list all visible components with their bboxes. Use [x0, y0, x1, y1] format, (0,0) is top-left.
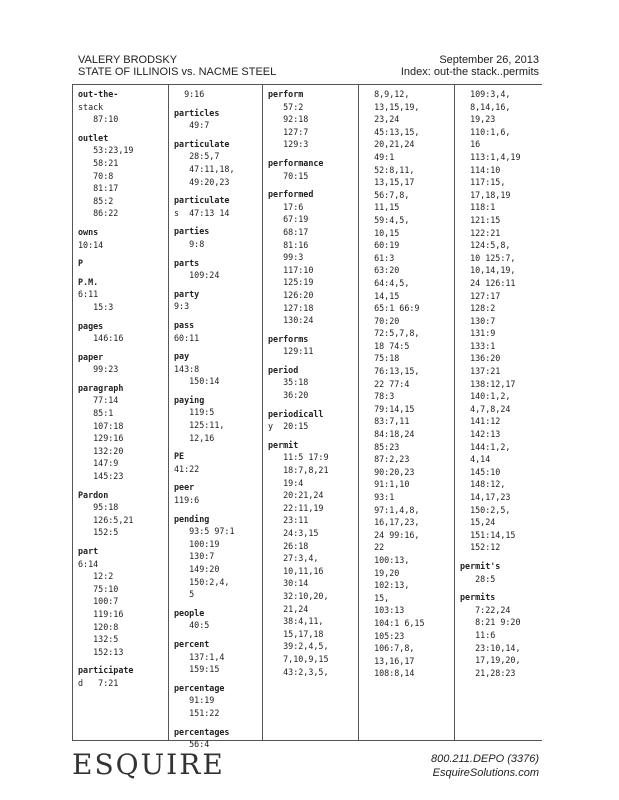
index-entry — [174, 638, 262, 676]
index-term: periodicall — [268, 408, 324, 419]
index-refs: 93:5 97:1 100:19 130:7 149:20 150:2,4, 5 — [189, 526, 235, 600]
index-entry — [78, 664, 166, 689]
index-term: paragraph — [78, 382, 124, 393]
index-term: particulate — [174, 195, 230, 206]
col-divider-2 — [262, 84, 263, 740]
index-term: participate — [78, 665, 134, 676]
index-entry — [268, 157, 356, 182]
index-refs: 8,9,12, 13,15,19, 23,24 45:13,15, 20,21,24 49:1 52:8,11, 13,15,17 56:7,8, 11,15 59:4,5, 10,15 60:19 61:3 63:20 64:4,5, 14,15 65:1 66:9 70:20 72:5,7,8, 18 74:5 75:18 76:13,15, 22 77:4 78:3 79:14,15 83:7,11 84:18,24 85:23 87:2,23 90:20,23 91:1,10 93:1 97:1,4,8, 16,17,23, 24 99:16, 22 100:13, 19,20 102:13, 15, 103:13 104:1 6,15 105:23 106:7,8, 13,16,17 108:8,14 — [374, 89, 425, 679]
index-entry — [174, 288, 262, 313]
index-refs: 17:6 67:19 68:17 81:16 99:3 117:10 125:19 126:20 127:18 130:24 — [283, 201, 314, 326]
index-refs: 95:18 126:5,21 152:5 — [93, 502, 134, 538]
index-term: parties — [174, 226, 210, 237]
index-refs: 143:8 150:14 — [174, 363, 220, 387]
index-term: pass — [174, 319, 195, 330]
index-entry — [174, 394, 262, 444]
index-term: performance — [268, 157, 324, 168]
date: September 26, 2013 — [439, 54, 539, 66]
index-entry — [174, 450, 262, 475]
header-left — [78, 54, 276, 78]
index-entry — [78, 132, 166, 220]
index-column-4 — [364, 88, 452, 728]
index-entry — [78, 226, 166, 251]
index-refs: 70:15 — [268, 170, 309, 181]
index-entry — [174, 88, 262, 101]
index-term: P.M. — [78, 276, 99, 287]
index-term: permit — [268, 439, 299, 450]
index-refs: 99:23 — [78, 364, 119, 375]
index-refs: y 20:15 — [268, 421, 309, 432]
index-term: performs — [268, 333, 309, 344]
index-entry — [78, 276, 166, 314]
index-term: period — [268, 364, 299, 375]
index-term: perform — [268, 89, 304, 99]
index-entry — [268, 364, 356, 402]
index-term: P — [78, 258, 84, 269]
index-entry — [78, 382, 166, 483]
index-column-3 — [268, 88, 356, 728]
index-entry — [174, 726, 262, 751]
top-rule — [72, 84, 542, 85]
index-term: permits — [460, 592, 496, 603]
index-refs: 53:23,19 58:21 70:8 81:17 85:2 86:22 — [93, 145, 134, 219]
index-entry — [174, 319, 262, 344]
index-entry — [460, 591, 548, 679]
index-refs: 57:2 92:18 127:7 129:3 — [283, 101, 309, 150]
col-divider-4 — [454, 84, 455, 740]
index-entry — [268, 333, 356, 358]
index-entry — [174, 225, 262, 250]
witness-name: VALERY BRODSKY — [78, 54, 178, 66]
index-term: percentages — [174, 726, 230, 737]
index-entry — [174, 257, 262, 282]
index-entry — [268, 408, 356, 433]
index-refs: 77:14 85:1 107:18 129:16 132:20 147:9 145:23 — [93, 395, 124, 482]
index-refs: 91:19 151:22 — [189, 695, 220, 718]
index-term: permit's — [460, 560, 501, 571]
footer-contact — [431, 752, 539, 780]
index-entry — [78, 88, 166, 126]
index-term: PE — [174, 451, 185, 462]
header-right — [401, 54, 539, 78]
index-term: party — [174, 288, 200, 299]
col-divider-3 — [358, 84, 359, 740]
index-entry — [268, 88, 356, 151]
index-refs: 129:11 — [268, 346, 314, 357]
index-term: paper — [78, 351, 104, 362]
index-term: percent — [174, 638, 210, 649]
index-refs: d 7:21 — [78, 677, 119, 688]
index-refs: stack 87:10 — [78, 101, 119, 125]
index-range: Index: out-the stack..permits — [400, 66, 539, 78]
index-entry — [268, 188, 356, 327]
col-divider-1 — [168, 84, 169, 740]
index-term: paying — [174, 394, 205, 405]
case-name: STATE OF ILLINOIS vs. NACME STEEL — [78, 66, 277, 78]
index-refs: 109:3,4, 8,14,16, 19,23 110:1,6, 16 113:1,4,19 114:10 117:15, 17,18,19 118:1 121:15 122:21 124:5,8, 10 125:7, 10,14,19, 24 126:11 127:17 128:2 130:7 131:9 133:1 136:20 137:21 138:12,17 140:1,2, 4,7,8,24 141:12 142:13 144:1,2, 4,14 145:10 148:12, 14,17,23 150:2,5, 15,24 151:14,15 152:12 — [470, 89, 521, 553]
index-refs: 6:14 12:2 75:10 100:7 119:16 120:8 132:5 152:13 — [78, 558, 124, 657]
index-refs: s 47:13 14 — [174, 207, 230, 218]
index-term: owns — [78, 226, 99, 237]
index-term: performed — [268, 189, 314, 200]
index-refs: 109:24 — [174, 270, 220, 281]
website: EsquireSolutions.com — [432, 767, 539, 779]
index-term: pages — [78, 320, 104, 331]
index-entry — [174, 481, 262, 506]
index-refs: 7:22,24 8:21 9:20 11:6 23:10,14, 17,19,20, 21,28:23 — [475, 604, 521, 678]
index-entry — [268, 439, 356, 678]
index-entry — [174, 194, 262, 219]
index-refs: 35:18 36:20 — [283, 377, 309, 401]
index-refs: 10:14 — [78, 239, 104, 250]
index-refs: 11:5 17:9 18:7,8,21 19:4 20:21,24 22:11,19 23:11 24:3,15 26:18 27:3,4, 10,11,16 30:14 32:10,20, 21,24 38:4,11, 15,17,18 39:2,4,5, 7,10,9,15 43:2,3,5, — [283, 452, 329, 677]
index-term: pending — [174, 513, 210, 524]
index-entry — [460, 88, 548, 554]
index-refs: 60:11 — [174, 332, 200, 343]
index-refs: 137:1,4 159:15 — [189, 651, 225, 675]
index-term: parts — [174, 257, 200, 268]
index-term: out-the- — [78, 89, 119, 99]
index-refs: 28:5 — [460, 573, 496, 584]
index-refs: 28:5,7 47:11,18, 49:20,23 — [189, 151, 235, 187]
index-term: pay — [174, 351, 190, 362]
index-refs: 9:3 — [174, 301, 190, 312]
index-refs: 6:11 15:3 — [78, 289, 114, 312]
index-entry — [78, 257, 166, 270]
index-refs: 40:5 — [174, 620, 210, 631]
index-column-1 — [78, 88, 166, 728]
index-term: people — [174, 607, 205, 618]
index-column-5 — [460, 88, 548, 728]
index-entry — [174, 682, 262, 720]
index-entry — [78, 489, 166, 539]
index-term: Pardon — [78, 489, 109, 500]
left-rule — [72, 84, 73, 740]
index-refs: 41:22 — [174, 463, 200, 474]
index-term: peer — [174, 482, 195, 493]
index-entry — [78, 320, 166, 345]
index-term: particles — [174, 107, 220, 118]
bottom-rule — [72, 740, 542, 741]
index-refs: 9:16 — [174, 89, 205, 99]
index-entry — [460, 560, 548, 585]
esquire-logo: ESQUIRE — [72, 748, 225, 781]
index-entry — [78, 351, 166, 376]
index-refs: 9:8 — [174, 238, 205, 249]
index-refs: 119:5 125:11, 12,16 — [189, 407, 225, 443]
index-entry — [174, 350, 262, 388]
index-refs: 119:6 — [174, 495, 200, 506]
index-entry — [174, 607, 262, 632]
index-refs: 49:7 — [174, 120, 210, 131]
index-entry — [364, 88, 452, 680]
index-entry — [174, 138, 262, 188]
index-entry — [174, 513, 262, 601]
index-entry — [78, 545, 166, 658]
index-column-2 — [174, 88, 262, 750]
index-term: outlet — [78, 132, 109, 143]
index-term: part — [78, 546, 99, 556]
index-entry — [174, 107, 262, 132]
index-term: percentage — [174, 682, 225, 693]
index-refs: 146:16 — [78, 333, 124, 344]
phone-number: 800.211.DEPO (3376) — [430, 753, 539, 765]
index-refs: 56:4 — [174, 739, 210, 750]
index-term: particulate — [174, 138, 230, 149]
